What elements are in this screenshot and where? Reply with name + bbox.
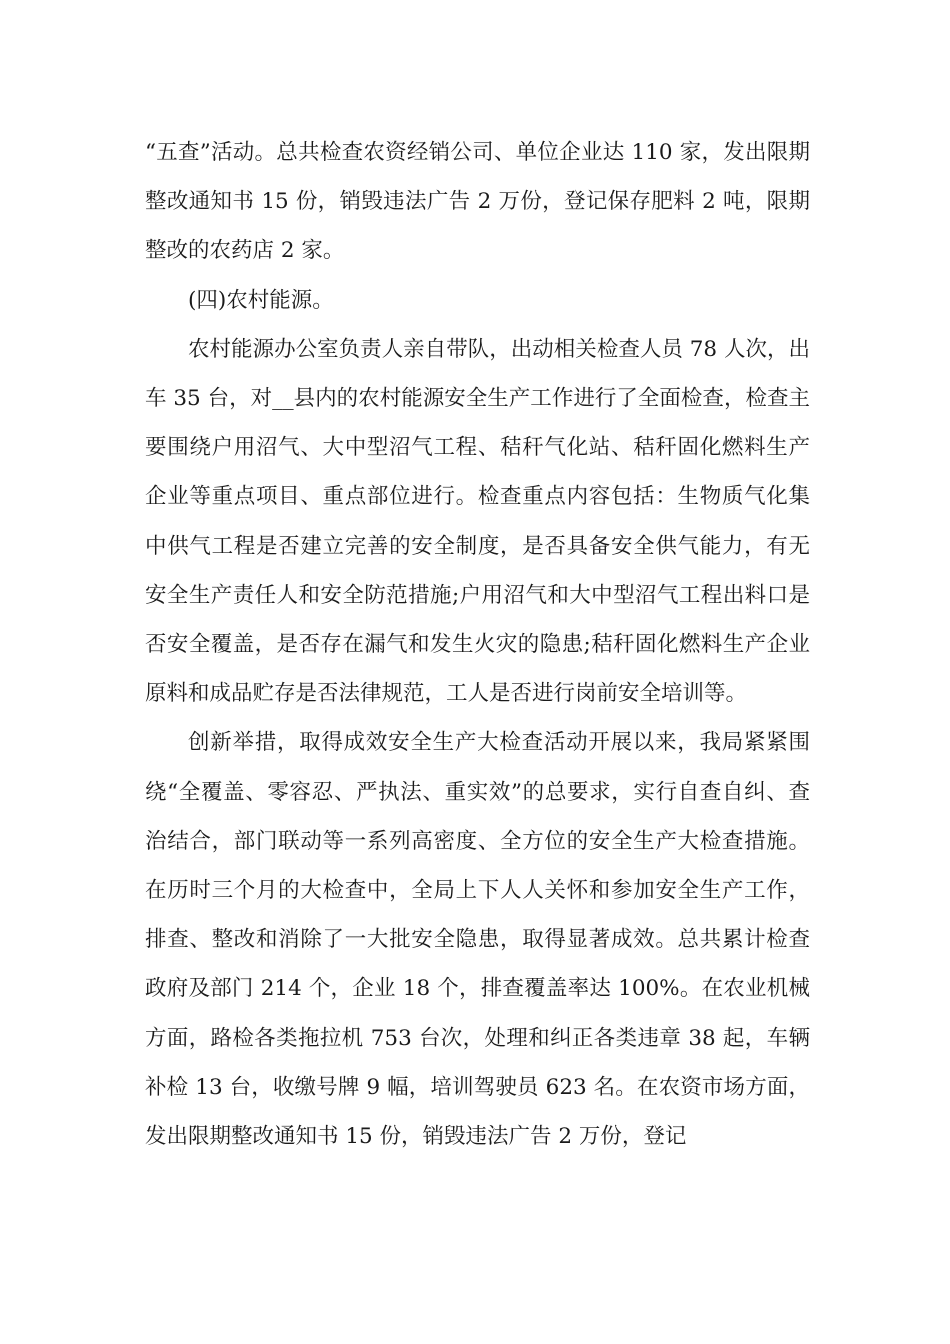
section-heading-rural-energy: (四)农村能源。 xyxy=(188,287,334,313)
document-body xyxy=(145,128,810,1161)
paragraph-innovation-results: 创新举措，取得成效安全生产大检查活动开展以来，我局紧紧围绕“全覆盖、零容忍、严执法、重实效”的总要求，实行自查自纠、查治结合，部门联动等一系列高密度、全方位的安全生产大检查措施。在历时三个月的大检查中，全局上下人人关怀和参加安全生产工作，排查、整改和消除了一大批安全隐患，取得显著成效。总共累计检查政府及部门 214 个，企业 18 个，排查覆盖率达 100%。在农业机械方面，路检各类拖拉机 753 台次，处理和纠正各类违章 38 起，车辆补检 13 台，收缴号牌 9 幅，培训驾驶员 623 名。在农资市场方面，发出限期整改通知书 15 份，销毁违法广告 2 万份，登记 xyxy=(145,730,810,1150)
paragraph-rural-energy-inspection: 农村能源办公室负责人亲自带队，出动相关检查人员 78 人次，出车 35 台，对__县内的农村能源安全生产工作进行了全面检查，检查主要围绕户用沼气、大中型沼气工程、秸秆气化站、秸秆固化燃料生产企业等重点项目、重点部位进行。检查重点内容包括：生物质气化集中供气工程是否建立完善的安全制度，是否具备安全供气能力，有无安全生产责任人和安全防范措施;户用沼气和大中型沼气工程出料口是否安全覆盖，是否存在漏气和发生火灾的隐患;秸秆固化燃料生产企业原料和成品贮存是否法律规范，工人是否进行岗前安全培训等。 xyxy=(145,336,810,707)
paragraph-wuzha-activity: “五查”活动。总共检查农资经销公司、单位企业达 110 家，发出限期整改通知书 15 份，销毁违法广告 2 万份，登记保存肥料 2 吨，限期整改的农药店 2 家。 xyxy=(145,140,810,264)
